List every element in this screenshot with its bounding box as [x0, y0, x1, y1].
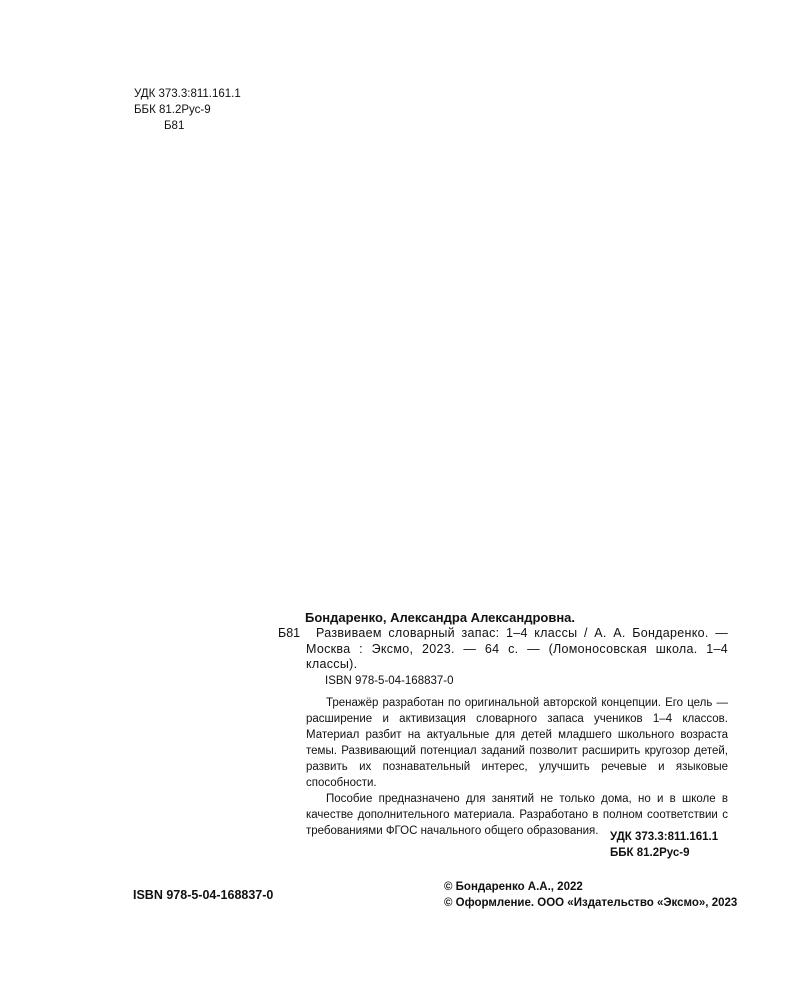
author-code-margin: Б81: [278, 626, 301, 640]
isbn-inline: ISBN 978-5-04-168837-0: [325, 675, 454, 687]
isbn-footer: ISBN 978-5-04-168837-0: [133, 888, 274, 902]
annotation-paragraph: Пособие предназначено для занятий не только дома, но и в школе в качестве дополнительного материала. Разработано в полном соответствии с требованиями ФГОС начального общего образования.: [306, 793, 728, 837]
classification-block-top: [134, 86, 241, 134]
bbk-code-bottom: ББК 81.2Рус-9: [610, 847, 690, 859]
udk-code-bottom: УДК 373.3:811.161.1: [610, 831, 719, 843]
udk-code: УДК 373.3:811.161.1: [134, 88, 241, 100]
classification-block-bottom: [610, 829, 718, 861]
copyright-block: [444, 879, 737, 911]
author-code: Б81: [164, 120, 185, 132]
bibliographic-description: [306, 626, 728, 673]
bibliographic-description-text: Развиваем словарный запас: 1–4 классы / А. А. Бондаренко. — Москва : Эксмо, 2023. — 64 с. — (Ломоносовская школа. 1–4 классы).: [306, 626, 728, 671]
copyright-author: © Бондаренко А.А., 2022: [444, 881, 583, 893]
author-heading: Бондаренко, Александра Александровна.: [305, 610, 576, 625]
bbk-code: ББК 81.2Рус-9: [134, 104, 211, 116]
copyright-design: © Оформление. ООО «Издательство «Эксмо», 2023: [444, 897, 738, 909]
annotation-paragraph: Тренажёр разработан по оригинальной авторской концепции. Его цель — расширение и активизация словарного запаса учеников 1–4 классов. Материал разбит на актуальные для детей младшего школьного возраста темы. Развивающий потенциал заданий позволит расширить кругозор детей, развить их познавательный интерес, улучшить речевые и языковые способности.: [306, 697, 728, 789]
annotation: [306, 695, 728, 839]
